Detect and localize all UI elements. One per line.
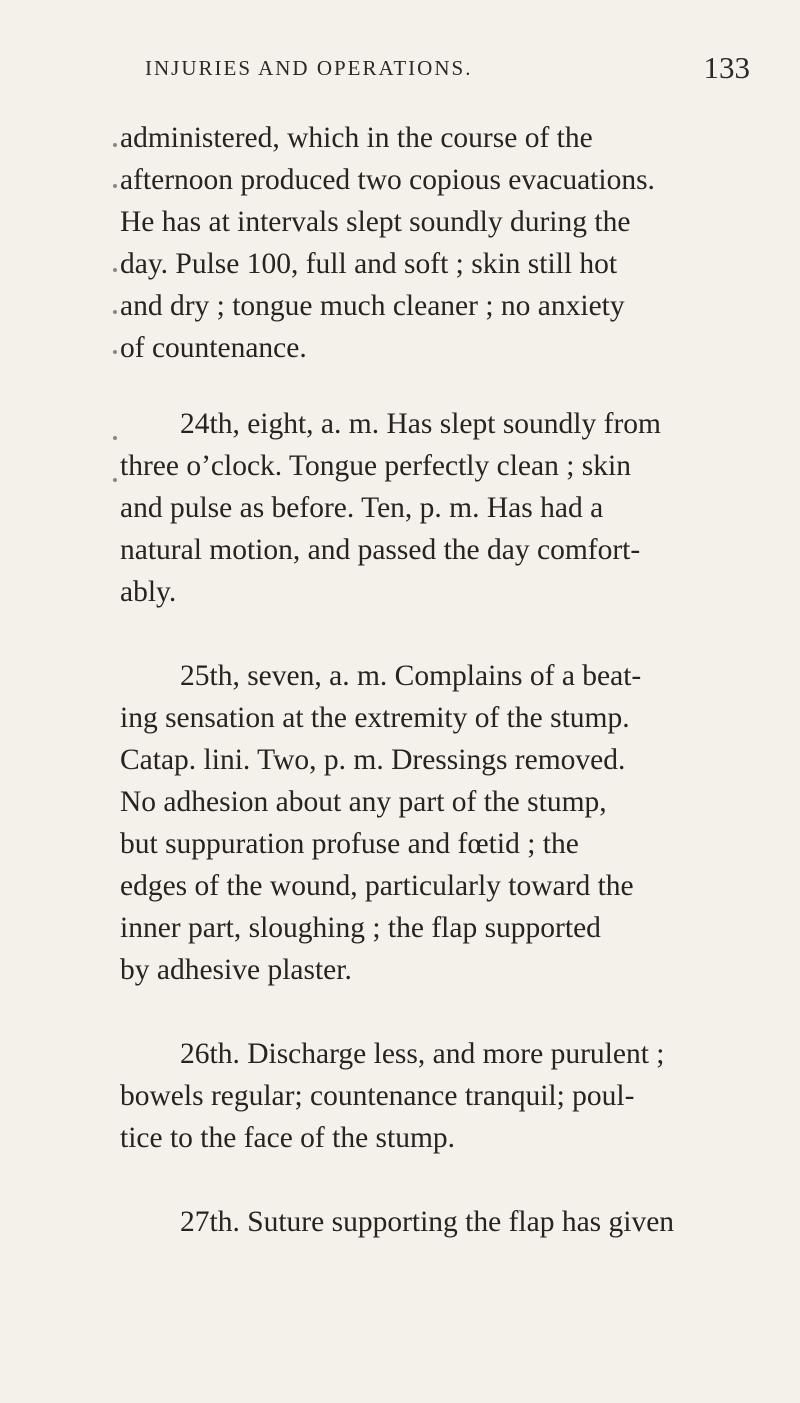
- text-line: Catap. lini. Two, p. m. Dressings removed.: [120, 744, 626, 776]
- text-line: 24th, eight, a. m. Has slept soundly from: [180, 408, 661, 440]
- paragraph-gap: [120, 369, 745, 403]
- text-line: but suppuration profuse and fœtid ; the: [120, 828, 579, 860]
- text-line: inner part, sloughing ; the flap supported: [120, 912, 601, 944]
- paragraph-gap: [120, 613, 745, 655]
- text-line: day. Pulse 100, full and soft ; skin still hot: [120, 248, 618, 280]
- text-line: and dry ; tongue much cleaner ; no anxiety: [120, 290, 625, 322]
- text-line: edges of the wound, particularly toward the: [120, 870, 634, 902]
- text-line: bowels regular; countenance tranquil; poul-: [120, 1080, 635, 1112]
- text-line: and pulse as before. Ten, p. m. Has had a: [120, 492, 604, 524]
- margin-mark: [113, 268, 117, 272]
- text-line: He has at intervals slept soundly during the: [120, 206, 631, 238]
- text-line: ing sensation at the extremity of the stump.: [120, 702, 630, 734]
- margin-mark: [113, 310, 117, 314]
- text-line: natural motion, and passed the day comfort-: [120, 534, 641, 566]
- margin-mark: [113, 143, 117, 147]
- paragraph-5: [120, 1201, 745, 1243]
- margin-mark: [113, 478, 117, 482]
- paragraph-gap: [120, 1159, 745, 1201]
- text-line: 26th. Discharge less, and more purulent ;: [180, 1038, 665, 1070]
- text-line: 27th. Suture supporting the flap has given: [180, 1206, 675, 1238]
- paragraph-3: [120, 655, 745, 991]
- text-line: by adhesive plaster.: [120, 954, 352, 986]
- running-head: [145, 50, 750, 90]
- text-line: administered, which in the course of the: [120, 122, 593, 154]
- text-line: 25th, seven, a. m. Complains of a beat-: [180, 660, 642, 692]
- text-line: No adhesion about any part of the stump,: [120, 786, 607, 818]
- text-line: three o’clock. Tongue perfectly clean ; skin: [120, 450, 631, 482]
- text-line: tice to the face of the stump.: [120, 1122, 456, 1154]
- margin-mark: [113, 184, 117, 188]
- paragraph-gap: [120, 991, 745, 1033]
- margin-mark: [113, 436, 117, 440]
- paragraph-4: [120, 1033, 745, 1159]
- page-number: 133: [703, 50, 750, 85]
- text-line: ably.: [120, 576, 177, 608]
- paragraph-2: [120, 403, 745, 613]
- running-title: INJURIES AND OPERATIONS.: [145, 56, 473, 80]
- margin-mark: [113, 350, 117, 354]
- paragraph-1: [120, 117, 745, 369]
- text-line: afternoon produced two copious evacuations.: [120, 164, 655, 196]
- text-line: of countenance.: [120, 332, 307, 364]
- body-text: [120, 117, 745, 1243]
